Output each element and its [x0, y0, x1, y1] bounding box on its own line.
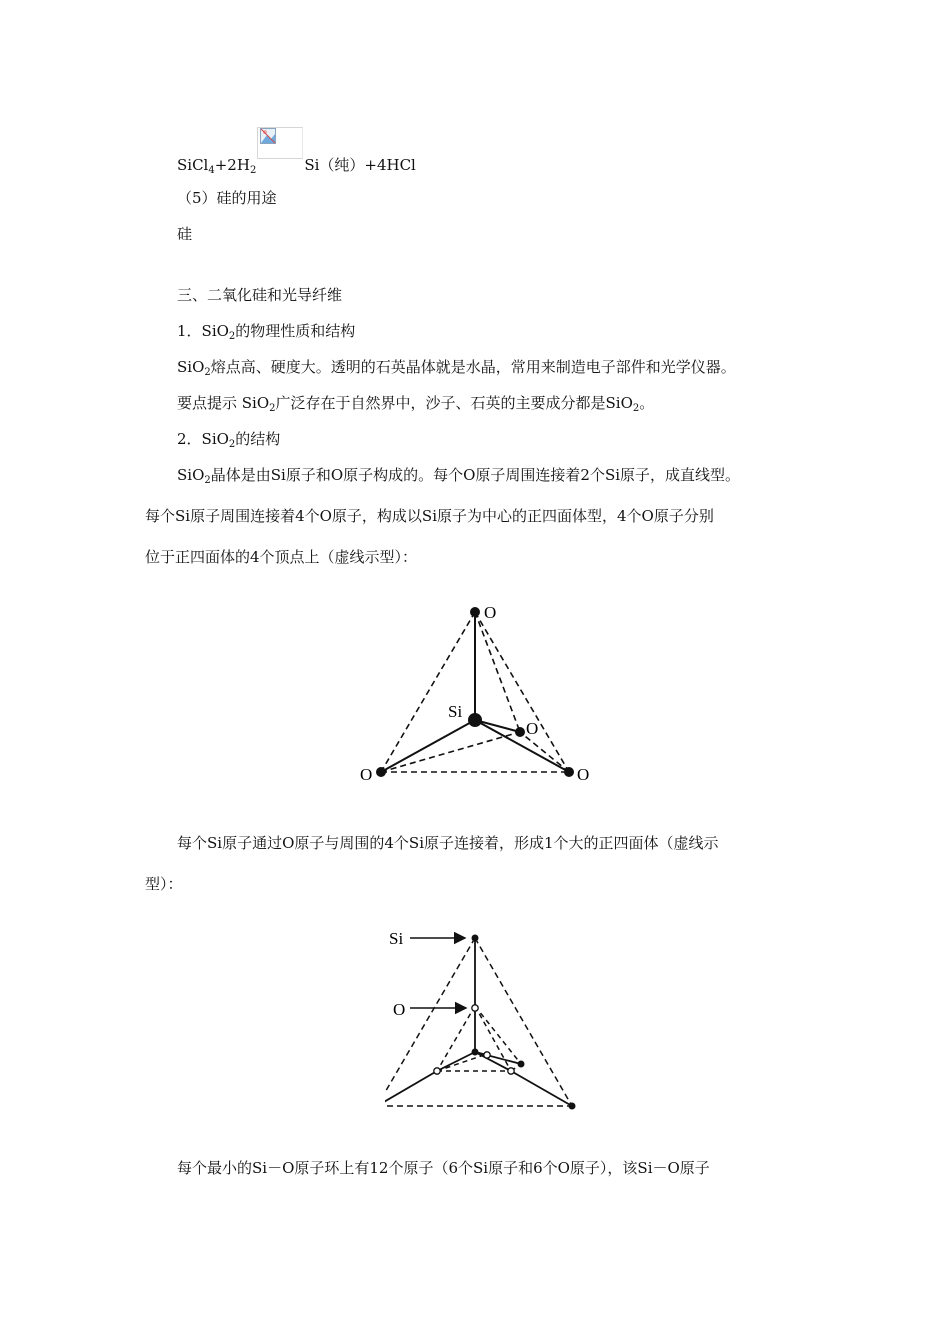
- broken-image-icon: [257, 127, 303, 159]
- silicon-atom: [472, 935, 479, 942]
- subscript: 2: [632, 403, 640, 414]
- label-o-right: O: [577, 765, 590, 784]
- silicon-atom: [518, 1061, 525, 1068]
- network-line1: 每个Si原子通过O原子与周围的4个Si原子连接着，形成1个大的正四面体（虚线示: [177, 834, 719, 852]
- p1-post: 熔点高、硬度大。透明的石英晶体就是水晶，常用来制造电子部件和光学仪器。: [210, 358, 736, 376]
- dashed-edge: [381, 612, 475, 772]
- bond: [385, 1071, 437, 1106]
- section5-text: 硅: [177, 225, 193, 243]
- dashed-edge: [475, 612, 569, 772]
- dashed-edge: [520, 732, 569, 772]
- oxygen-atom: [484, 1052, 490, 1058]
- subscript: 2: [204, 367, 211, 378]
- reactant-h2: +2H: [214, 156, 250, 174]
- subscript-4: 4: [208, 165, 215, 176]
- silicon-atom: [569, 1103, 576, 1110]
- p1-pre: SiO: [177, 358, 205, 376]
- sio4-tetrahedron-figure: [355, 598, 595, 788]
- subsection2-post: 的结构: [235, 430, 281, 448]
- dashed-edge: [475, 938, 572, 1106]
- label-si: Si: [389, 929, 404, 948]
- subsection2-heading: [177, 429, 280, 455]
- tip-pre: 要点提示 SiO: [177, 394, 270, 412]
- structure-line1: [177, 465, 740, 491]
- oxygen-atom: [472, 1005, 478, 1011]
- network-line2: 型）：: [145, 875, 183, 893]
- silicon-atom: [472, 1049, 479, 1056]
- subscript: 2: [269, 403, 276, 414]
- bond: [511, 1071, 572, 1106]
- section5-heading: （5）硅的用途: [177, 189, 277, 207]
- bond: [381, 720, 475, 772]
- subsection1-pre: 1．SiO: [177, 322, 229, 340]
- ring-line1: 每个最小的Si－O原子环上有12个原子（6个Si原子和6个O原子），该Si－O原子: [177, 1159, 710, 1177]
- structure-line3: 位于正四面体的4个顶点上（虚线示型）：: [145, 548, 418, 566]
- structure-line2: 每个Si原子周围连接着4个O原子，构成以Si原子为中心的正四面体型，4个O原子分别: [145, 507, 714, 525]
- subscript-2: 2: [249, 165, 257, 176]
- dashed-edge: [475, 612, 520, 732]
- oxygen-atom: [434, 1068, 440, 1074]
- label-o-inner: O: [526, 719, 539, 738]
- paragraph-properties: [177, 357, 736, 383]
- dashed-edge: [385, 938, 475, 1106]
- oxygen-atom: [564, 767, 574, 777]
- label-o-left: O: [360, 765, 373, 784]
- section3-title: 三、二氧化硅和光导纤维: [177, 286, 343, 304]
- tip-post: 。: [639, 394, 655, 412]
- subsection1-post: 的物理性质和结构: [235, 322, 356, 340]
- oxygen-atom: [470, 607, 480, 617]
- sio2-network-figure: [385, 924, 595, 1118]
- reactant-sicl: SiCl: [177, 156, 209, 174]
- subscript: 2: [228, 439, 236, 450]
- oxygen-atom: [508, 1068, 514, 1074]
- products: Si（纯）+4HCl: [304, 156, 416, 174]
- oxygen-atom: [515, 727, 525, 737]
- subsection2-pre: 2．SiO: [177, 430, 229, 448]
- tip-mid: 广泛存在于自然界中，沙子、石英的主要成分都是SiO: [275, 394, 633, 412]
- p2-post: 晶体是由Si原子和O原子构成的。每个O原子周围连接着2个Si原子，成直线型。: [210, 466, 741, 484]
- tip-line: [177, 393, 654, 419]
- silicon-atom: [468, 713, 482, 727]
- subscript: 2: [228, 331, 236, 342]
- subscript: 2: [204, 475, 211, 486]
- label-si: Si: [448, 702, 463, 721]
- oxygen-atom: [376, 767, 386, 777]
- reaction-equation: [177, 141, 416, 181]
- p2-pre: SiO: [177, 466, 205, 484]
- subsection1-heading: [177, 321, 355, 347]
- dashed-edge: [437, 1054, 487, 1071]
- label-o-top: O: [484, 603, 497, 622]
- label-o: O: [393, 1000, 406, 1019]
